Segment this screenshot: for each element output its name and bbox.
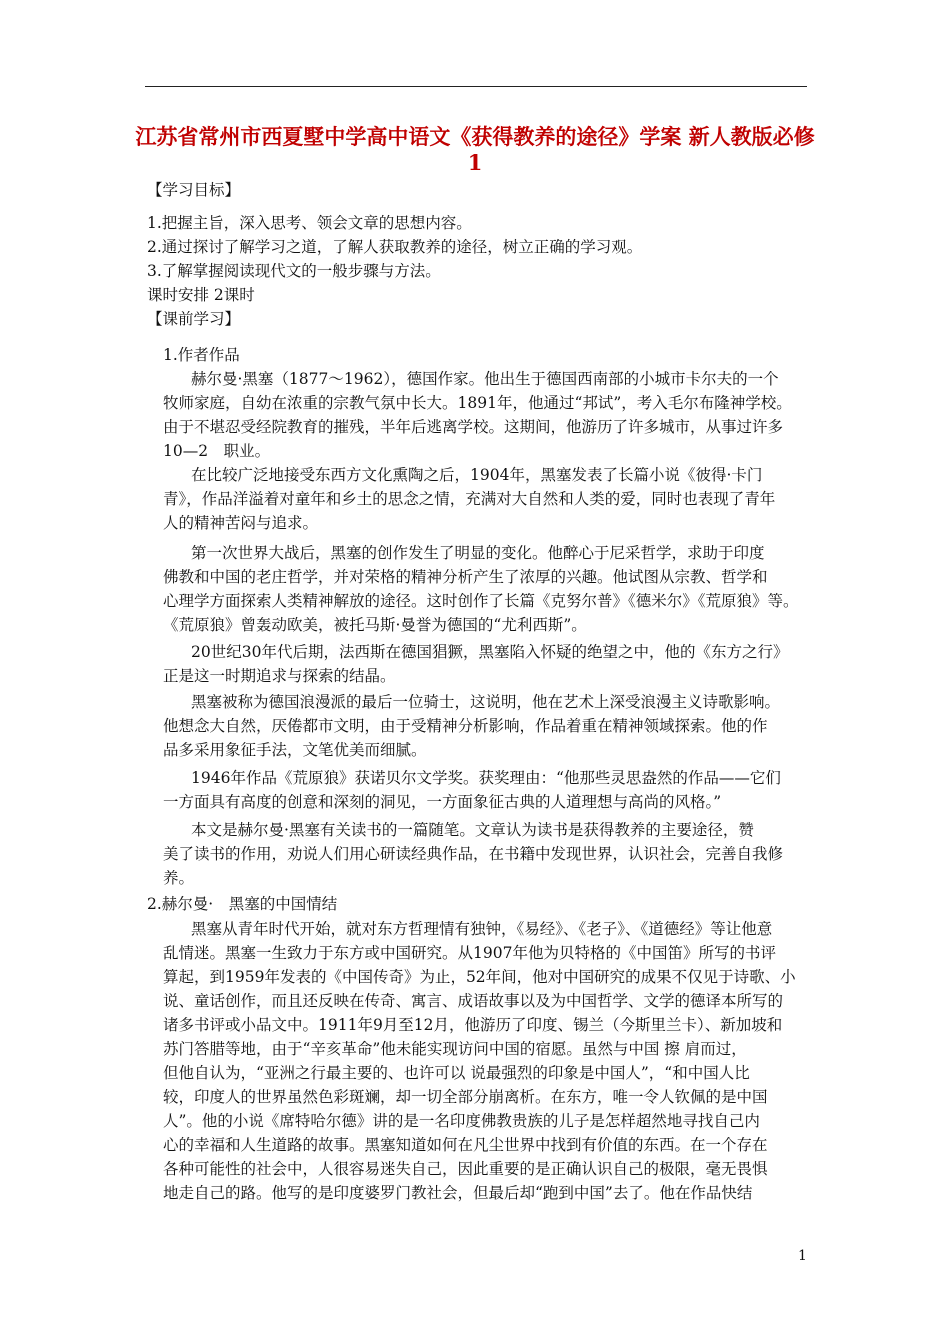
subsection-heading: 2.赫尔曼· 黑塞的中国情结 — [147, 895, 338, 913]
text-line: 一方面具有高度的创意和深刻的洞见，一方面象征古典的人道理想与高尚的风格。” — [163, 793, 722, 811]
text-line: 人的精神苦闷与追求。 — [163, 514, 319, 532]
page-number: 1 — [798, 1248, 807, 1264]
text-line: 第一次世界大战后，黑塞的创作发生了明显的变化。他醉心于尼采哲学，求助于印度 — [191, 544, 765, 562]
text-line: 20世纪30年代后期，法西斯在德国猖獗，黑塞陷入怀疑的绝望之中，他的《东方之行》 — [191, 643, 789, 661]
text-line: 地走自己的路。他写的是印度婆罗门教社会，但最后却“跑到中国”去了。他在作品快结 — [163, 1184, 753, 1202]
text-line: 乱情迷。黑塞一生致力于东方或中国研究。从1907年他为贝特格的《中国笛》所写的书评 — [163, 944, 776, 962]
text-line: 1946年作品《荒原狼》获诺贝尔文学奖。获奖理由：“他那些灵思盎然的作品——它们 — [191, 769, 781, 787]
text-line: 3.了解掌握阅读现代文的一般步骤与方法。 — [147, 262, 441, 280]
text-line: 2.通过探讨了解学习之道，了解人获取教养的途径，树立正确的学习观。 — [147, 238, 643, 256]
text-line: 说、童话创作，而且还反映在传奇、寓言、成语故事以及为中国哲学、文学的德译本所写的 — [163, 992, 784, 1010]
text-line: 较，印度人的世界虽然色彩斑斓，却一切全部分崩离析。在东方，唯一令人钦佩的是中国 — [163, 1088, 768, 1106]
text-line: 由于不堪忍受经院教育的摧残，半年后逃离学校。这期间，他游历了许多城市，从事过许多 — [163, 418, 784, 436]
text-line: 诸多书评或小品文中。1911年9月至12月，他游历了印度、锡兰（今斯里兰卡）、新加坡和 — [163, 1016, 783, 1034]
text-line: 人”。他的小说《席特哈尔德》讲的是一名印度佛教贵族的儿子是怎样超然地寻找自己内 — [163, 1112, 760, 1130]
subsection-heading: 1.作者作品 — [163, 346, 240, 364]
text-line: 黑塞从青年时代开始，就对东方哲理情有独钟，《易经》、《老子》、《道德经》等让他意 — [191, 920, 773, 938]
text-line: 赫尔曼·黑塞（1877～1962），德国作家。他出生于德国西南部的小城市卡尔夫的一个 — [191, 370, 779, 388]
text-line: 苏门答腊等地，由于“辛亥革命”他未能实现访问中国的宿愿。虽然与中国 擦 肩而过， — [163, 1040, 747, 1058]
text-line: 心的幸福和人生道路的故事。黑塞知道如何在凡尘世界中找到有价值的东西。在一个存在 — [163, 1136, 768, 1154]
text-line: 各种可能性的社会中，人很容易迷失自己，因此重要的是正确认识自己的极限，毫无畏惧 — [163, 1160, 768, 1178]
text-line: 美了读书的作用，劝说人们用心研读经典作品，在书籍中发现世界，认识社会，完善自我修 — [163, 845, 784, 863]
text-line: 牧师家庭，自幼在浓重的宗教气氛中长大。1891年，他通过“邦试”，考入毛尔布隆神学校。 — [163, 394, 792, 412]
text-line: 青》，作品洋溢着对童年和乡土的思念之情，充满对大自然和人类的爱，同时也表现了青年 — [163, 490, 776, 508]
text-line: 黑塞被称为德国浪漫派的最后一位骑士，这说明，他在艺术上深受浪漫主义诗歌影响。 — [191, 693, 781, 711]
text-line: 佛教和中国的老庄哲学，并对荣格的精神分析产生了浓厚的兴趣。他试图从宗教、哲学和 — [163, 568, 768, 586]
text-line: 心理学方面探索人类精神解放的途径。这时创作了长篇《克努尔普》《德米尔》《荒原狼》等。 — [163, 592, 799, 610]
text-line: 养。 — [163, 869, 195, 887]
text-line: 品多采用象征手法，文笔优美而细腻。 — [163, 741, 427, 759]
text-line: 课时安排 2课时 — [147, 286, 255, 304]
text-line: 10—2 职业。 — [163, 442, 271, 460]
text-line: 但他自认为，“亚洲之行最主要的、也许可以 说最强烈的印象是中国人”，“和中国人比 — [163, 1064, 750, 1082]
text-line: 《荒原狼》曾轰动欧美，被托马斯·曼誉为德国的“尤利西斯”。 — [163, 616, 587, 634]
document-title: 江苏省常州市西夏墅中学高中语文《获得教养的途径》学案 新人教版必修1 — [135, 124, 815, 175]
header-rule — [145, 86, 807, 87]
text-line: 算起，到1959年发表的《中国传奇》为止，52年间，他对中国研究的成果不仅见于诗歌、小 — [163, 968, 796, 986]
text-line: 1.把握主旨，深入思考、领会文章的思想内容。 — [147, 214, 472, 232]
text-line: 在比较广泛地接受东西方文化熏陶之后，1904年，黑塞发表了长篇小说《彼得·卡门 — [191, 466, 763, 484]
text-line: 本文是赫尔曼·黑塞有关读书的一篇随笔。文章认为读书是获得教养的主要途径，赞 — [191, 821, 754, 839]
section-heading-objectives: 【学习目标】 — [147, 181, 241, 199]
text-line: 他想念大自然，厌倦都市文明，由于受精神分析影响，作品着重在精神领域探索。他的作 — [163, 717, 768, 735]
section-heading-prestudy: 【课前学习】 — [147, 310, 241, 328]
text-line: 正是这一时期追求与探索的结晶。 — [163, 667, 396, 685]
